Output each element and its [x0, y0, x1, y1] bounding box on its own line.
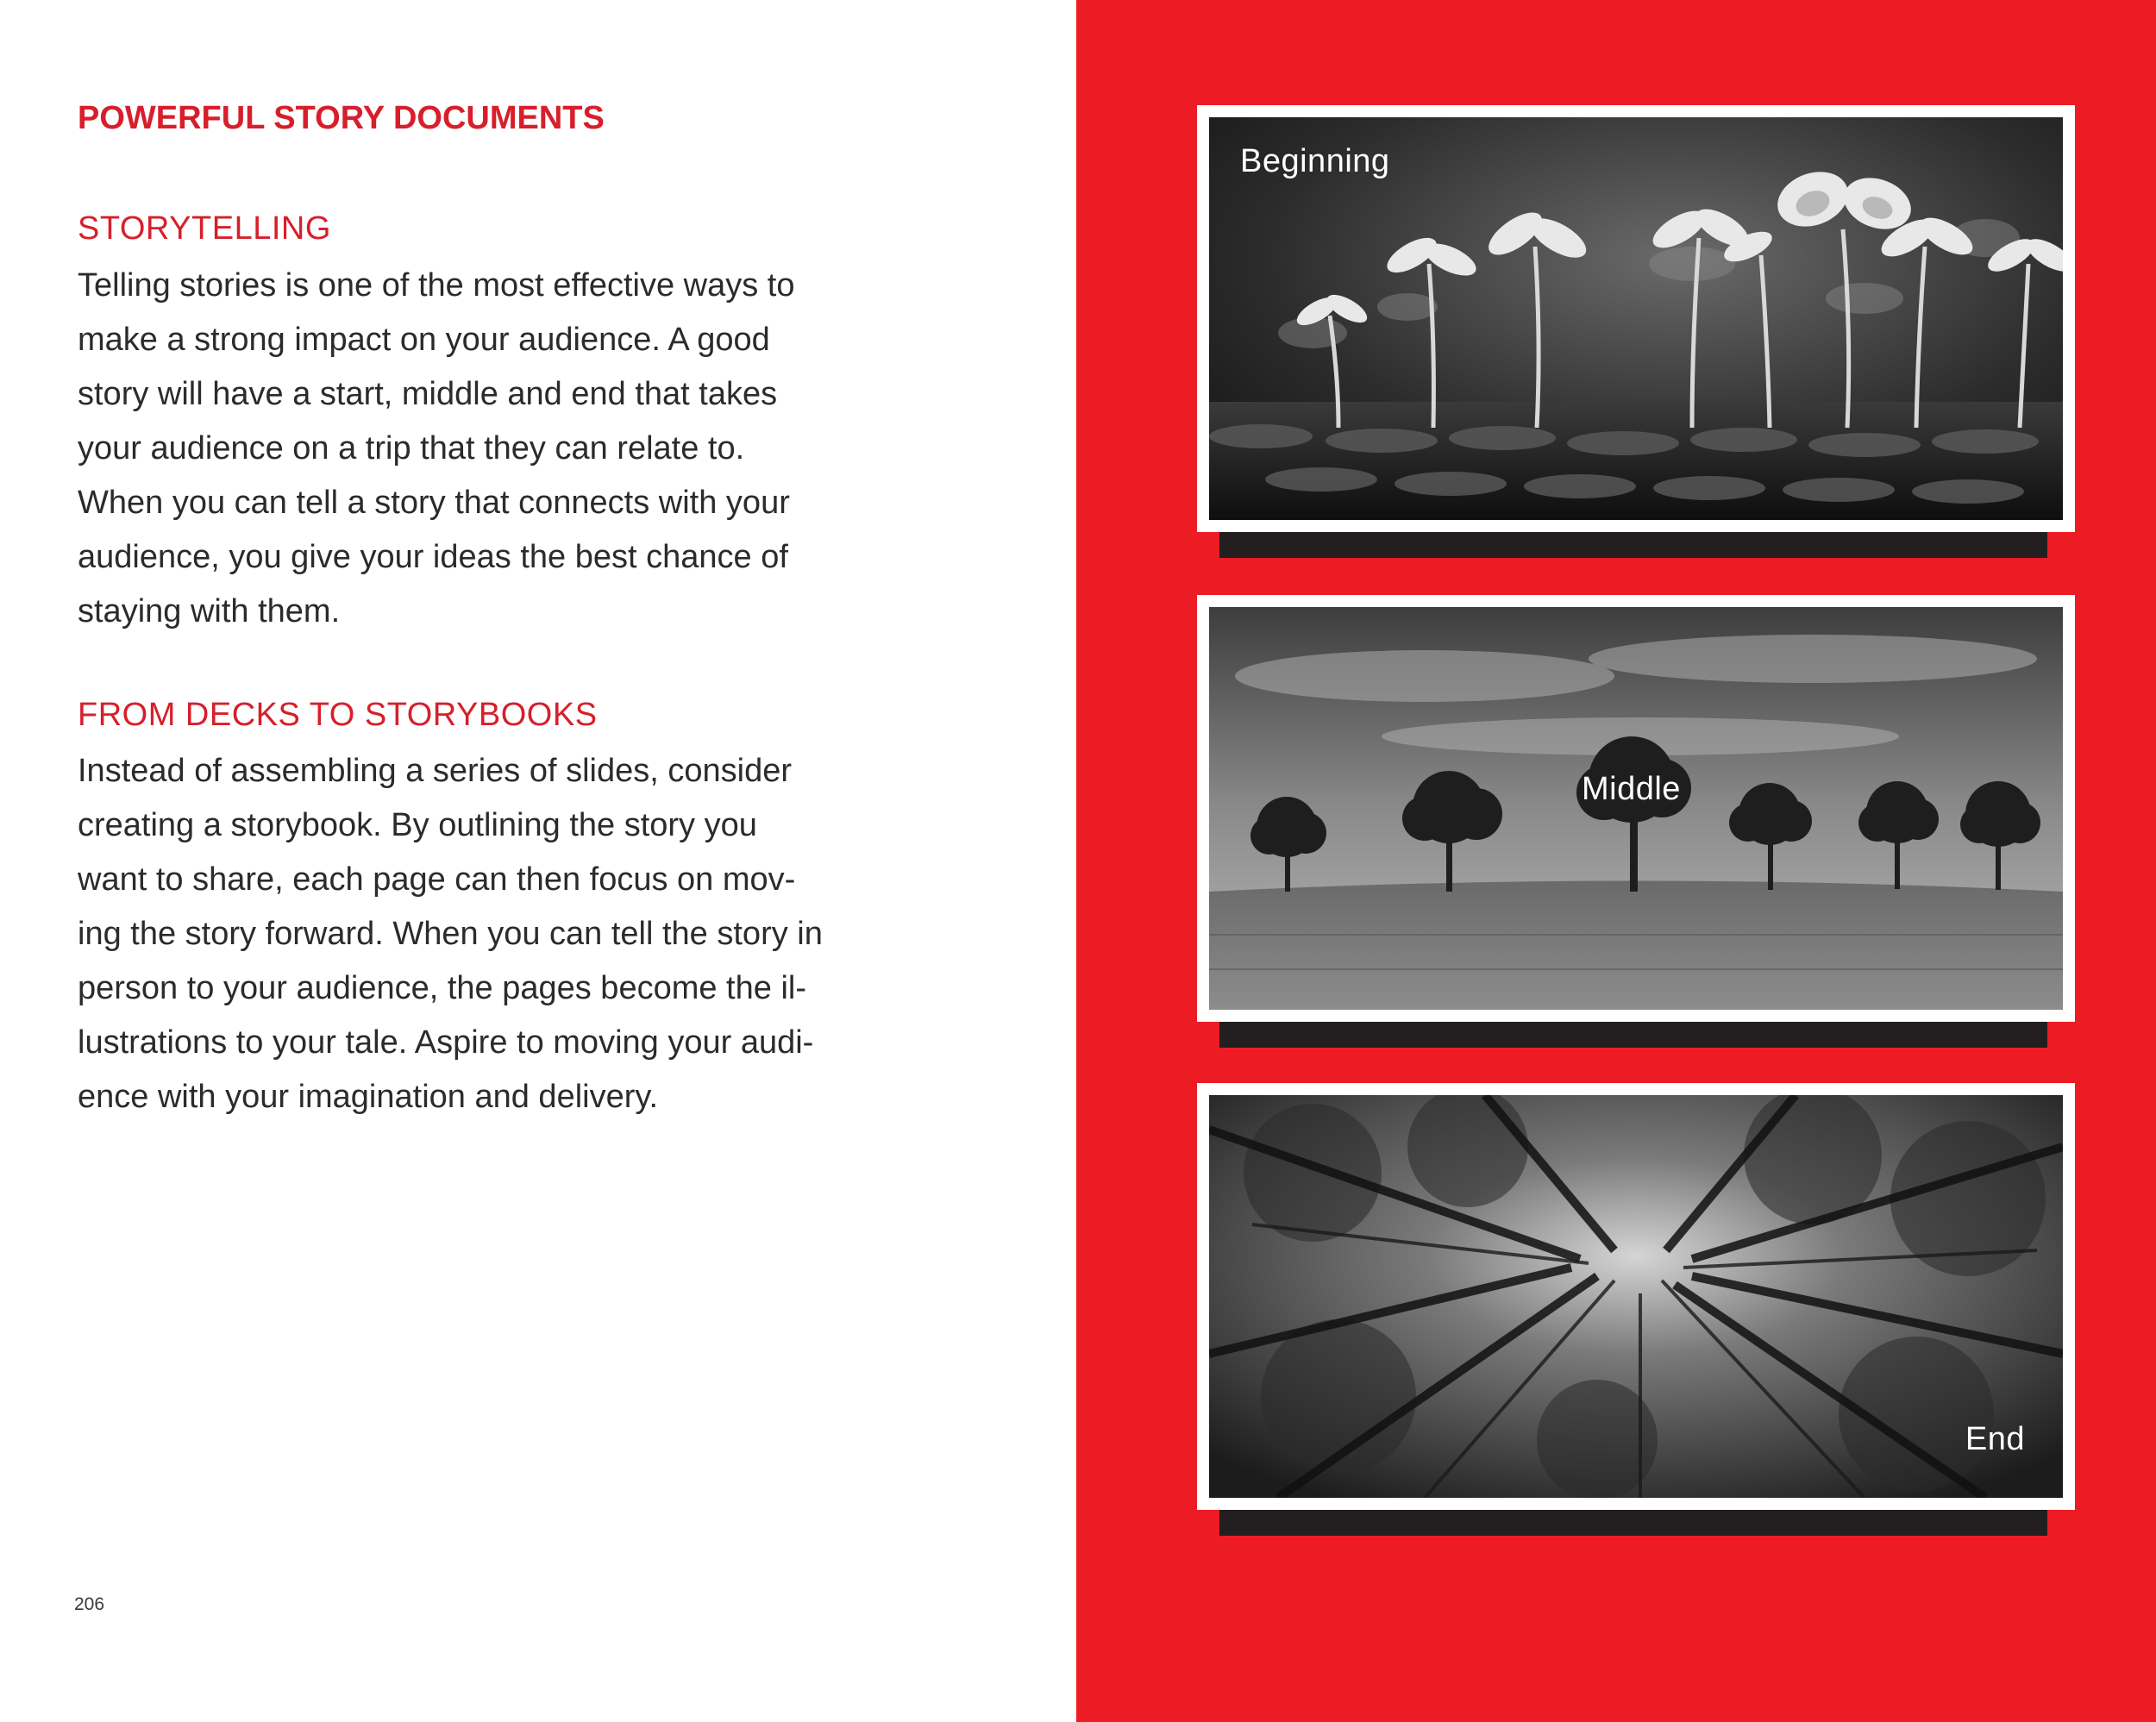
photo-label-middle: Middle — [1582, 771, 1681, 807]
paragraph-line: make a strong impact on your audience. A good — [78, 322, 770, 358]
page-title: POWERFUL STORY DOCUMENTS — [78, 100, 605, 136]
section-heading-decks-to-storybooks: FROM DECKS TO STORYBOOKS — [78, 697, 598, 733]
paragraph-line: When you can tell a story that connects with your — [78, 485, 790, 521]
paragraph-line: ence with your imagination and delivery. — [78, 1079, 659, 1115]
paragraph-line: person to your audience, the pages become the il- — [78, 970, 806, 1006]
paragraph-line: want to share, each page can then focus on mov- — [78, 861, 796, 898]
paragraph-line: story will have a start, middle and end that takes — [78, 376, 778, 412]
trees-on-hill-photo — [1209, 607, 2063, 1010]
photo-label-beginning: Beginning — [1240, 143, 1390, 179]
photo-label-end: End — [1965, 1421, 2025, 1457]
seedlings-photo — [1209, 117, 2063, 520]
paragraph-line: ing the story forward. When you can tell the story in — [78, 916, 823, 952]
paragraph-line: creating a storybook. By outlining the story you — [78, 807, 757, 843]
decks-to-storybooks-paragraph — [78, 744, 906, 1124]
photo-frame — [1197, 595, 2075, 1022]
photo-frame — [1197, 105, 2075, 532]
photo-card-end — [1197, 1083, 2075, 1536]
paragraph-line: audience, you give your ideas the best chance of — [78, 539, 788, 575]
photo-frame — [1197, 1083, 2075, 1510]
storytelling-paragraph — [78, 259, 906, 639]
photo-card-beginning — [1197, 105, 2075, 558]
paragraph-line: lustrations to your tale. Aspire to moving your audi- — [78, 1024, 814, 1061]
paragraph-line: Instead of assembling a series of slides, consider — [78, 753, 792, 789]
paragraph-line: Telling stories is one of the most effective ways to — [78, 267, 795, 304]
photo-card-middle — [1197, 595, 2075, 1048]
page-number: 206 — [74, 1594, 105, 1614]
forest-canopy-photo — [1209, 1095, 2063, 1498]
paragraph-line: staying with them. — [78, 593, 341, 629]
section-heading-storytelling: STORYTELLING — [78, 210, 331, 247]
paragraph-line: your audience on a trip that they can relate to. — [78, 430, 745, 467]
left-page — [0, 0, 1076, 1722]
